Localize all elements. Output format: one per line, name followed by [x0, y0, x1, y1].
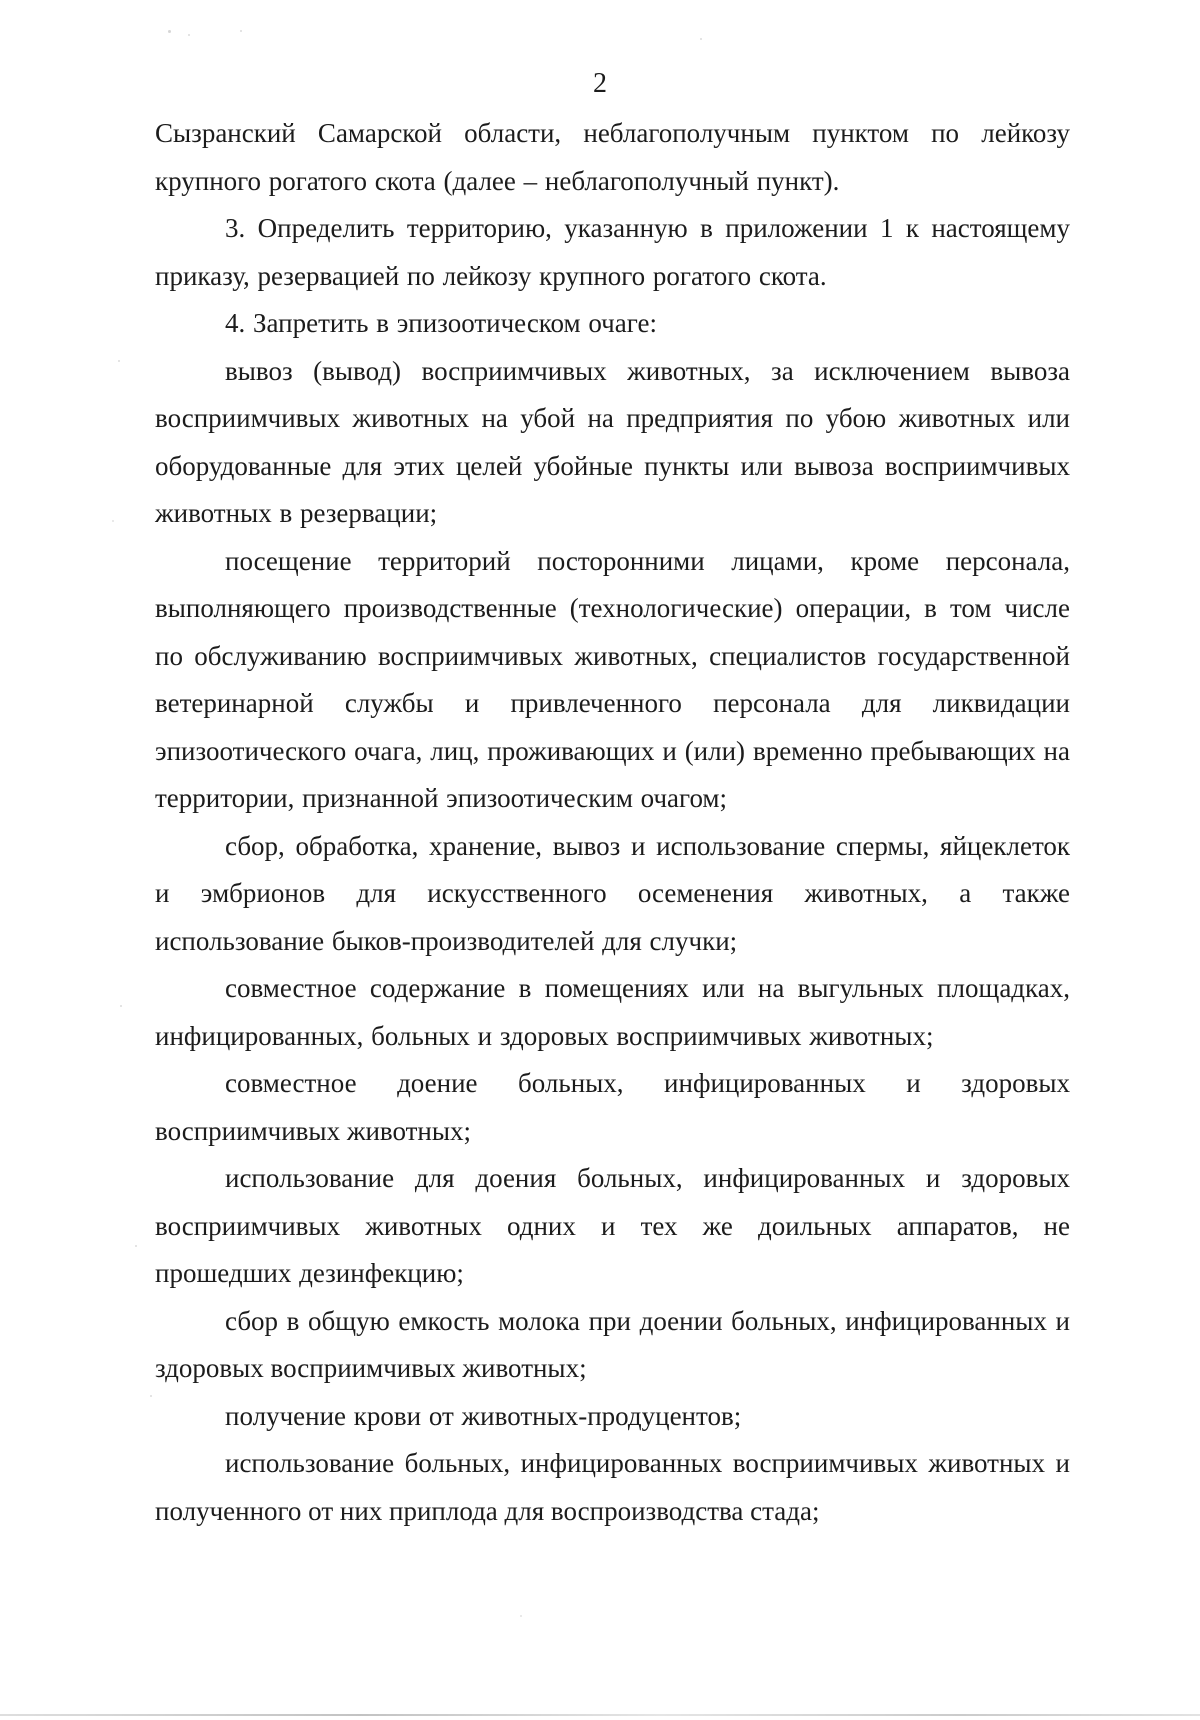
prohibition-semen: сбор, обработка, хранение, вывоз и использование спермы, яйцеклеток и эмбрионов для искусственного осеменения животных, а также использование быков-производителей для случки; [155, 830, 1070, 956]
scan-speck [150, 1395, 152, 1397]
prohibition-blood: получение крови от животных-продуцентов; [225, 1400, 742, 1431]
scan-speck [240, 30, 242, 32]
scan-speck [135, 1245, 137, 1247]
paragraph-continuation: Сызранский Самарской области, неблагополучным пунктом по лейкозу крупного рогатого скота (далее – неблагополучный пункт). [155, 118, 1070, 196]
prohibition-milking-equipment: использование для доения больных, инфицированных и здоровых восприимчивых животных одних и тех же доильных аппаратов, не прошедших дезинфекцию; [155, 1163, 1070, 1288]
scan-speck [188, 34, 190, 36]
scan-speck [700, 38, 702, 40]
prohibition-visits: посещение территорий посторонними лицами, кроме персонала, выполняющего производственные (технологические) операции, в том числе по обслуживанию восприимчивых животных, специалистов государственной ветеринарной службы и привлеченного персонала для ликвидации эпизоотического очага, лиц, проживающих и (или) временно пребывающих на территории, признанной эпизоотическим очагом; [155, 545, 1070, 813]
prohibition-joint-milking: совместное доение больных, инфицированных и здоровых восприимчивых животных; [155, 1068, 1070, 1146]
scan-speck [520, 1615, 522, 1617]
scan-speck [120, 1005, 122, 1007]
prohibition-breeding: использование больных, инфицированных восприимчивых животных и полученного от них приплода для воспроизводства стада; [155, 1448, 1070, 1526]
scan-speck [112, 520, 114, 522]
scan-speck [168, 30, 171, 33]
paragraph-item-3: 3. Определить территорию, указанную в приложении 1 к настоящему приказу, резервацией по лейкозу крупного рогатого скота. [155, 213, 1070, 291]
scan-bottom-edge [0, 1714, 1200, 1716]
document-body [155, 110, 1070, 1535]
paragraph-item-4: 4. Запретить в эпизоотическом очаге: [225, 308, 657, 338]
page-number: 2 [593, 68, 607, 99]
prohibition-milk-collection: сбор в общую емкость молока при доении больных, инфицированных и здоровых восприимчивых животных; [155, 1305, 1070, 1383]
scan-speck [118, 360, 120, 362]
prohibition-export: вывоз (вывод) восприимчивых животных, за исключением вывоза восприимчивых животных на убой на предприятия по убою животных или оборудованные для этих целей убойные пункты или вывоза восприимчивых животных в резервации; [155, 355, 1070, 528]
prohibition-joint-keeping: совместное содержание в помещениях или на выгульных площадках, инфицированных, больных и здоровых восприимчивых животных; [155, 973, 1070, 1051]
